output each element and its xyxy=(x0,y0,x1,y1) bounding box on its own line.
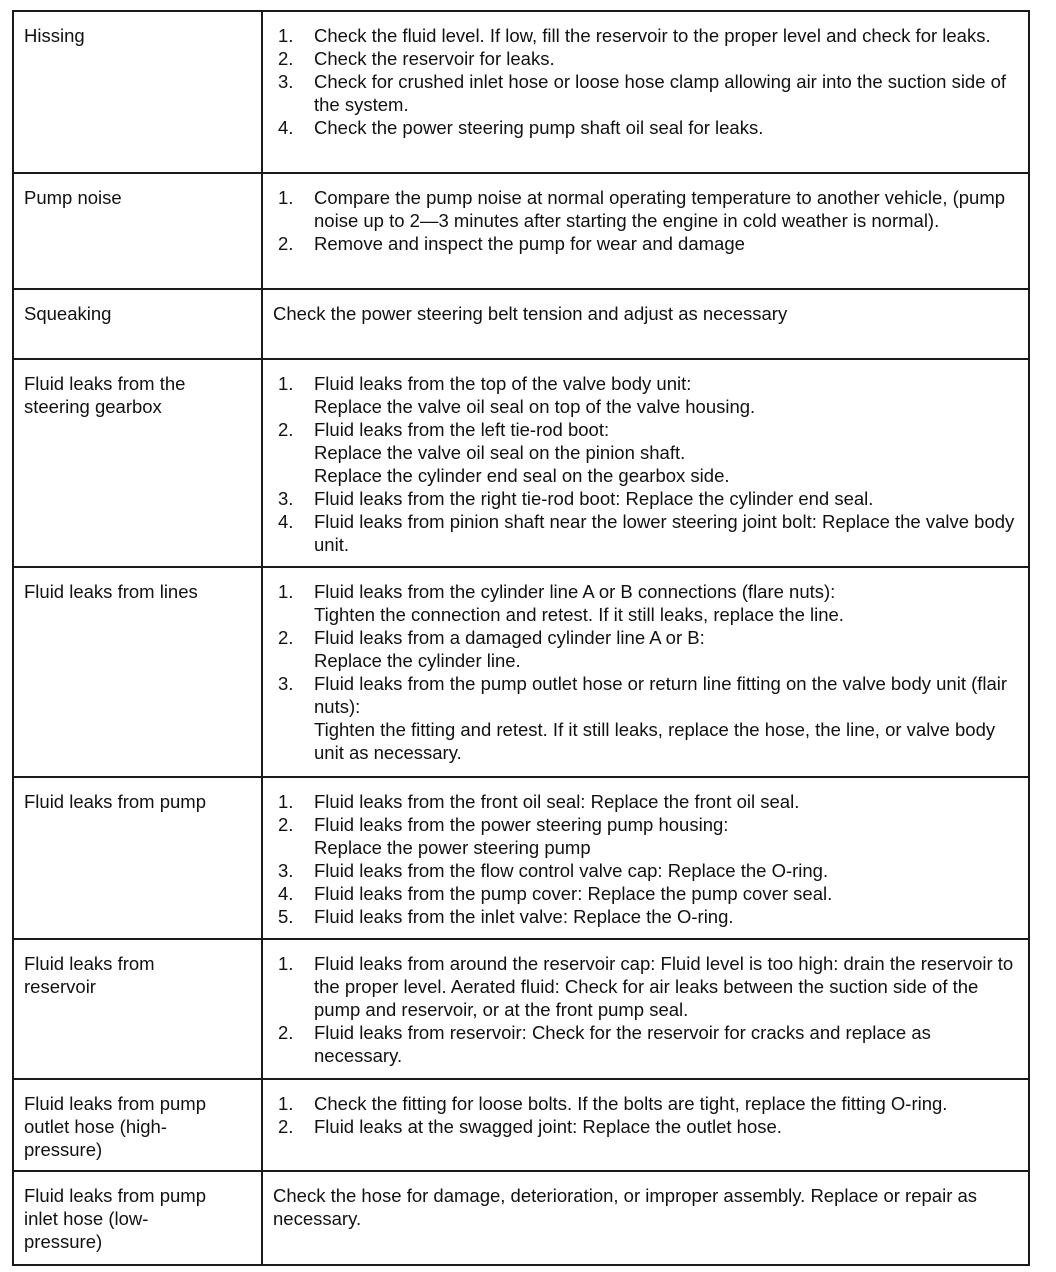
symptom-cell xyxy=(13,289,262,359)
symptom-text: inlet hose (low- xyxy=(24,1208,149,1229)
step-text: Fluid leaks from the top of the valve body unit: xyxy=(314,373,692,394)
step-text: Fluid leaks from the cylinder line A or B connections (flare nuts): xyxy=(314,581,836,602)
step-number: 3. xyxy=(278,488,294,509)
remedy-step xyxy=(275,1115,1018,1138)
remedy-step xyxy=(275,487,1018,510)
remedy-cell xyxy=(262,1171,1029,1265)
step-number: 2. xyxy=(278,233,294,254)
symptom-text: Fluid leaks from xyxy=(24,953,155,974)
remedy-step xyxy=(275,24,1018,47)
remedy-steps xyxy=(275,580,1018,764)
remedy-step xyxy=(275,186,1018,232)
symptom-text: Fluid leaks from pump xyxy=(24,1093,206,1114)
table-row xyxy=(13,289,1029,359)
remedy-step xyxy=(275,232,1018,255)
step-number: 3. xyxy=(278,860,294,881)
remedy-steps xyxy=(275,952,1018,1067)
remedy-text: Check the power steering belt tension and adjust as necessary xyxy=(273,303,788,324)
remedy-step xyxy=(275,905,1018,928)
step-text: Fluid leaks from around the reservoir cap: Fluid level is too high: drain the reservoir to the proper level. Aerated fluid: Check for air leaks between the suction side of the pump and reservoir, or at the front pump seal. xyxy=(314,953,1014,1020)
symptom-text: reservoir xyxy=(24,976,96,997)
step-number: 3. xyxy=(278,673,294,694)
remedy-step xyxy=(275,418,1018,487)
remedy-cell xyxy=(262,1079,1029,1171)
remedy-cell xyxy=(262,567,1029,777)
symptom-text: Fluid leaks from pump xyxy=(24,1185,206,1206)
step-text: Fluid leaks from reservoir: Check for the reservoir for cracks and replace as necessary. xyxy=(314,1022,931,1066)
step-number: 4. xyxy=(278,117,294,138)
step-text: Replace the cylinder line. xyxy=(314,650,521,671)
symptom-cell xyxy=(13,173,262,289)
step-number: 2. xyxy=(278,814,294,835)
remedy-steps xyxy=(275,790,1018,928)
remedy-text: Check the hose for damage, deterioration, or improper assembly. Replace or repair as necessary. xyxy=(273,1185,978,1229)
step-number: 4. xyxy=(278,511,294,532)
symptom-cell xyxy=(13,1171,262,1265)
step-number: 1. xyxy=(278,953,294,974)
symptom-cell xyxy=(13,1079,262,1171)
remedy-step xyxy=(275,672,1018,764)
remedy-step xyxy=(275,813,1018,859)
remedy-step xyxy=(275,790,1018,813)
table-row xyxy=(13,777,1029,939)
table-row xyxy=(13,1171,1029,1265)
step-number: 1. xyxy=(278,581,294,602)
remedy-step xyxy=(275,70,1018,116)
step-text: Replace the valve oil seal on top of the valve housing. xyxy=(314,396,756,417)
remedy-step xyxy=(275,952,1018,1021)
remedy-cell xyxy=(262,11,1029,173)
remedy-step xyxy=(275,882,1018,905)
remedy-step xyxy=(275,859,1018,882)
troubleshooting-table xyxy=(12,10,1030,1266)
step-number: 2. xyxy=(278,419,294,440)
step-number: 1. xyxy=(278,187,294,208)
step-number: 2. xyxy=(278,48,294,69)
step-number: 3. xyxy=(278,71,294,92)
symptom-text: steering gearbox xyxy=(24,396,162,417)
step-number: 1. xyxy=(278,1093,294,1114)
step-text: Check the reservoir for leaks. xyxy=(314,48,555,69)
step-text: Fluid leaks from the front oil seal: Replace the front oil seal. xyxy=(314,791,800,812)
table-row xyxy=(13,1079,1029,1171)
remedy-step xyxy=(275,626,1018,672)
step-text: Compare the pump noise at normal operating temperature to another vehicle, (pump noise up to 2—3 minutes after starting the engine in cold weather is normal). xyxy=(314,187,1006,231)
remedy-step xyxy=(275,372,1018,418)
step-text: Fluid leaks from a damaged cylinder line A or B: xyxy=(314,627,705,648)
remedy-step xyxy=(275,580,1018,626)
step-number: 5. xyxy=(278,906,294,927)
step-text: Replace the valve oil seal on the pinion shaft. xyxy=(314,442,686,463)
table-row xyxy=(13,173,1029,289)
remedy-cell xyxy=(262,777,1029,939)
table-row xyxy=(13,939,1029,1079)
remedy-steps xyxy=(275,372,1018,556)
step-number: 2. xyxy=(278,627,294,648)
step-text: Fluid leaks from the pump cover: Replace the pump cover seal. xyxy=(314,883,833,904)
step-number: 1. xyxy=(278,373,294,394)
step-text: Tighten the fitting and retest. If it still leaks, replace the hose, the line, or valve body unit as necessary. xyxy=(314,719,996,763)
step-text: Fluid leaks from pinion shaft near the lower steering joint bolt: Replace the valve body unit. xyxy=(314,511,1015,555)
step-text: Fluid leaks from the left tie-rod boot: xyxy=(314,419,610,440)
step-text: Fluid leaks from the power steering pump housing: xyxy=(314,814,729,835)
symptom-text: Pump noise xyxy=(24,187,122,208)
symptom-text: Hissing xyxy=(24,25,85,46)
table-row xyxy=(13,359,1029,567)
step-text: Check the fluid level. If low, fill the reservoir to the proper level and check for leaks. xyxy=(314,25,991,46)
step-text: Check the power steering pump shaft oil seal for leaks. xyxy=(314,117,764,138)
table-row xyxy=(13,567,1029,777)
step-text: Check for crushed inlet hose or loose hose clamp allowing air into the suction side of the system. xyxy=(314,71,1007,115)
remedy-cell xyxy=(262,173,1029,289)
step-text: Replace the power steering pump xyxy=(314,837,591,858)
table-row xyxy=(13,11,1029,173)
symptom-text: pressure) xyxy=(24,1231,103,1252)
step-number: 4. xyxy=(278,883,294,904)
symptom-text: Fluid leaks from the xyxy=(24,373,186,394)
step-number: 2. xyxy=(278,1116,294,1137)
remedy-step xyxy=(275,510,1018,556)
step-text: Replace the cylinder end seal on the gearbox side. xyxy=(314,465,730,486)
symptom-text: Fluid leaks from pump xyxy=(24,791,206,812)
remedy-steps xyxy=(275,24,1018,139)
remedy-cell xyxy=(262,939,1029,1079)
step-text: Fluid leaks at the swagged joint: Replace the outlet hose. xyxy=(314,1116,782,1137)
symptom-text: outlet hose (high- xyxy=(24,1116,167,1137)
symptom-text: pressure) xyxy=(24,1139,103,1160)
symptom-text: Fluid leaks from lines xyxy=(24,581,198,602)
step-number: 2. xyxy=(278,1022,294,1043)
step-text: Tighten the connection and retest. If it still leaks, replace the line. xyxy=(314,604,844,625)
remedy-steps xyxy=(275,1092,1018,1138)
remedy-step xyxy=(275,47,1018,70)
step-text: Fluid leaks from the right tie-rod boot: Replace the cylinder end seal. xyxy=(314,488,874,509)
symptom-cell xyxy=(13,939,262,1079)
step-text: Fluid leaks from the inlet valve: Replace the O-ring. xyxy=(314,906,734,927)
symptom-cell xyxy=(13,359,262,567)
symptom-cell xyxy=(13,567,262,777)
remedy-step xyxy=(275,116,1018,139)
symptom-text: Squeaking xyxy=(24,303,112,324)
step-number: 1. xyxy=(278,791,294,812)
remedy-steps xyxy=(275,186,1018,255)
symptom-cell xyxy=(13,11,262,173)
step-text: Remove and inspect the pump for wear and damage xyxy=(314,233,745,254)
remedy-cell xyxy=(262,359,1029,567)
step-text: Check the fitting for loose bolts. If the bolts are tight, replace the fitting O-ring. xyxy=(314,1093,948,1114)
step-number: 1. xyxy=(278,25,294,46)
remedy-step xyxy=(275,1092,1018,1115)
remedy-cell xyxy=(262,289,1029,359)
remedy-step xyxy=(275,1021,1018,1067)
symptom-cell xyxy=(13,777,262,939)
step-text: Fluid leaks from the flow control valve cap: Replace the O-ring. xyxy=(314,860,829,881)
step-text: Fluid leaks from the pump outlet hose or return line fitting on the valve body unit (flair nuts): xyxy=(314,673,1008,717)
